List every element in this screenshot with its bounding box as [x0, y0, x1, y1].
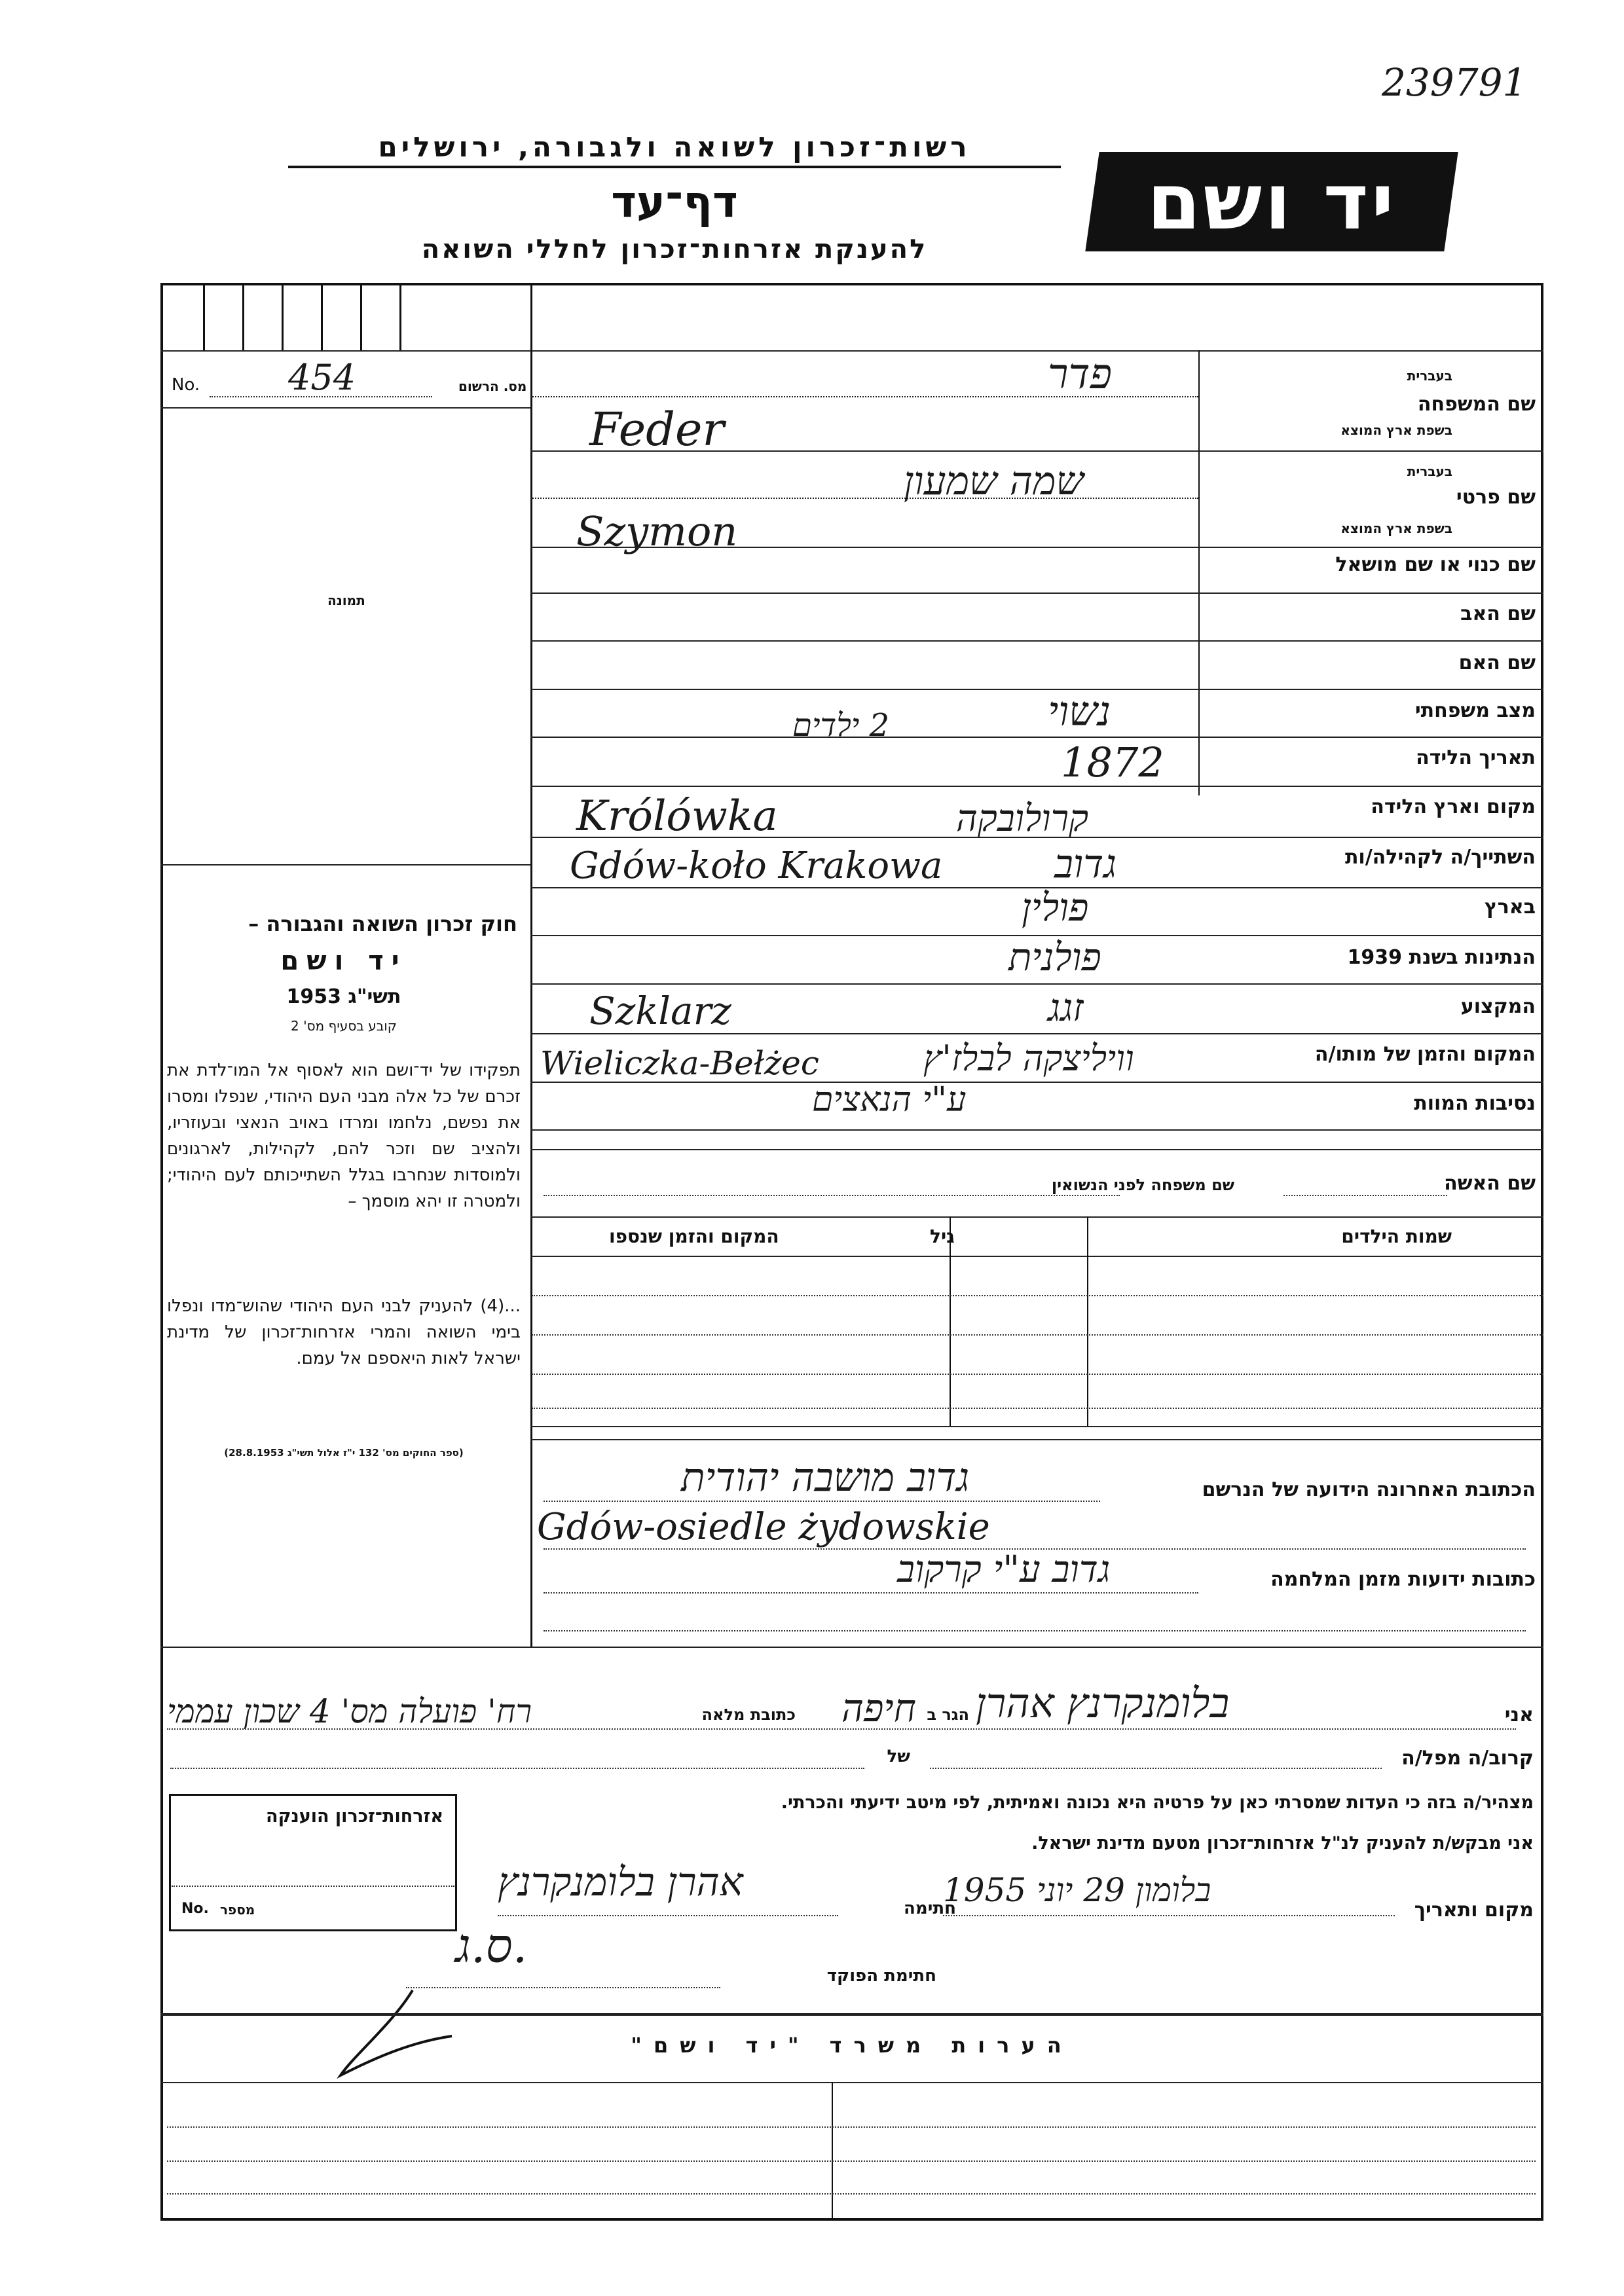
- death-circumstances-value: ע"י הנאצים: [812, 1080, 967, 1120]
- death-circumstances-label: נסיבות המוות: [1414, 1092, 1536, 1115]
- community-label: השתייך/ה לקהילה/ות: [1344, 846, 1536, 869]
- place-date-value: בלומון 29 יוני 1955: [943, 1871, 1211, 1909]
- certificate-title: אזרחות־זכרון הוענקה: [266, 1806, 443, 1827]
- family-name-origin: Feder: [589, 403, 724, 456]
- photo-label: תמונה: [327, 592, 365, 608]
- wife-label: שם האשה: [1444, 1172, 1536, 1195]
- wife-maiden-label: שם משפחה לפני הנשואין: [1051, 1176, 1234, 1194]
- country-label: בארץ: [1484, 896, 1536, 919]
- first-name-origin-sublabel: בשפת ארץ המוצא: [1340, 520, 1452, 536]
- signature-label: חתימה: [904, 1899, 956, 1918]
- nickname-label: שם כנוי או שם מושאל: [1335, 553, 1536, 576]
- declarant-full-address: רח' פועלה מס' 4 שכון עממי: [167, 1692, 532, 1730]
- place-date-label: מקום ותאריך: [1414, 1899, 1534, 1922]
- last-address-label: הכתובת האחרונה הידועה של הנרשם: [1202, 1478, 1536, 1501]
- marital-status-children: 2 ילדים: [792, 707, 890, 744]
- war-address-label: כתובות ידועות מזמן המלחמה: [1270, 1568, 1536, 1591]
- last-address-hebrew: גדוב מושבה יהודית: [681, 1455, 970, 1501]
- officer-initials: ס.ג.: [455, 1918, 528, 1973]
- first-name-origin: Szymon: [576, 507, 738, 555]
- citizenship-1939-label: הנתינות בשנת 1939: [1347, 946, 1536, 969]
- certificate-no-label: No.: [181, 1901, 209, 1917]
- request-text: אני מבקש/ת להעניק לנ"ל אזרחות־זכרון מטעם מדינת ישראל.: [1031, 1833, 1534, 1853]
- community-origin: Gdów-koło Krakowa: [570, 845, 943, 887]
- children-header-place: המקום והזמן שנספו: [609, 1226, 779, 1247]
- declarant-name: בלומנקרנץ אהרן: [976, 1679, 1230, 1727]
- declarant-resident-label: הגר ב: [927, 1705, 969, 1724]
- certificate-box: [169, 1794, 457, 1931]
- law-year: תשי"ג 1953: [286, 985, 401, 1008]
- community-hebrew: גדוב: [1054, 841, 1117, 887]
- birth-place-label: מקום וארץ הלידה: [1371, 795, 1536, 818]
- relative-label: קרוב/ה מפל/ה: [1401, 1747, 1534, 1770]
- mother-name-label: שם האם: [1458, 651, 1536, 674]
- office-notes-title: הערות משרד "יד ושם": [631, 2033, 1073, 2058]
- country-value: פולין: [1022, 885, 1089, 930]
- birth-place-hebrew: קרולובקה: [956, 797, 1089, 840]
- death-place-hebrew: וויליצקה לבלז'ץ: [923, 1038, 1134, 1079]
- birth-place-origin: Królówka: [576, 792, 778, 841]
- family-name-hebrew: פדר: [1048, 350, 1112, 399]
- death-place-origin: Wieliczka-Bełżec: [540, 1044, 819, 1082]
- citizenship-1939-value: פולנית: [1008, 935, 1101, 979]
- law-clause: קובע בסעיף מס' 2: [291, 1018, 397, 1034]
- officer-signature-label: חתימת הפוקד: [826, 1966, 936, 1986]
- certificate-number-label: מספר: [220, 1902, 255, 1918]
- declarant-city: חיפה: [841, 1686, 916, 1730]
- authority-name: רשות־זכרון לשואה ולגבורה, ירושלים: [288, 131, 1061, 168]
- registration-number: 454: [288, 357, 356, 398]
- registration-label: מס. הרשום: [458, 378, 527, 394]
- occupation-hebrew: זגג: [1048, 985, 1084, 1030]
- document-subtitle: להענקת אזרחות־זכרון לחללי השואה: [421, 234, 928, 264]
- occupation-label: המקצוע: [1460, 995, 1536, 1018]
- law-name: יד ושם: [280, 946, 407, 976]
- children-header-age: גיל: [930, 1226, 955, 1247]
- logo-text: יד ושם: [1147, 156, 1397, 247]
- document-title: דף־עד: [611, 177, 738, 227]
- war-address-value: גדוב ע"י קרקוב: [897, 1548, 1111, 1591]
- law-source: (ספר החוקים מס' 132 י"ז אלול תשי"ג 28.8.1953): [224, 1447, 464, 1459]
- children-table: [530, 1216, 1543, 1426]
- yad-vashem-logo: [1085, 152, 1458, 251]
- death-place-label: המקום והזמן של מותו/ה: [1314, 1043, 1536, 1066]
- family-name-hebrew-sublabel: בעברית: [1407, 368, 1452, 384]
- law-paragraph-2: ...(4) להעניק לבני העם היהודי שהוש־מדו ונפלו בימי השואה והמרי אזרחות־זכרון של מדינת ישראל לאות היאספם אל עמם.: [167, 1296, 521, 1368]
- father-name-label: שם האב: [1460, 602, 1536, 625]
- declaration-text: מצהיר/ה בזה כי העדות שמסרתי כאן על פרטיה היא נכונה ואמיתית, לפי מיטב ידיעתי והכרתי.: [781, 1793, 1534, 1813]
- birth-date-label: תאריך הלידה: [1416, 746, 1536, 769]
- last-address-origin: Gdów-osiedle żydowskie: [537, 1506, 990, 1548]
- birth-date-value: 1872: [1061, 738, 1164, 786]
- marital-status-value: נשוי: [1048, 687, 1111, 735]
- registration-no-label: No.: [172, 375, 200, 395]
- family-name-origin-sublabel: בשפת ארץ המוצא: [1340, 422, 1452, 438]
- law-paragraph-1: תפקידו של יד־ושם הוא לאסוף אל המו־לדת את זכרם של כל אלה מבני העם היהודי, שנפלו ומסרו את נפשם, נלחמו ומרדו באויב הנאצי ובעוזריו, ולהציב שם וזכר להם, לקהילות, לארגונים ולמוסדות שנחרבו בגלל השתייכותם לעם היהודי; ולמטרה זו יהא מוסמך –: [167, 1061, 521, 1211]
- first-name-hebrew: שמה שמעון: [904, 458, 1084, 504]
- declarant-ani-label: אני: [1504, 1704, 1534, 1726]
- declarant-full-address-label: כתובת מלאה: [701, 1705, 796, 1724]
- first-name-label: שם פרטי: [1456, 486, 1536, 509]
- declarant-signature: אהרן בלומנקרנץ: [498, 1859, 743, 1905]
- relative-of-label: של: [887, 1747, 910, 1766]
- archive-number: 239791: [1382, 60, 1527, 105]
- children-header-names: שמות הילדים: [1341, 1226, 1452, 1247]
- family-name-label: שם המשפחה: [1417, 393, 1536, 416]
- marital-status-label: מצב משפחתי: [1414, 699, 1536, 722]
- occupation-origin: Szklarz: [589, 989, 731, 1033]
- first-name-hebrew-sublabel: בעברית: [1407, 464, 1452, 479]
- law-title: חוק זכרון השואה והגבורה –: [248, 911, 517, 936]
